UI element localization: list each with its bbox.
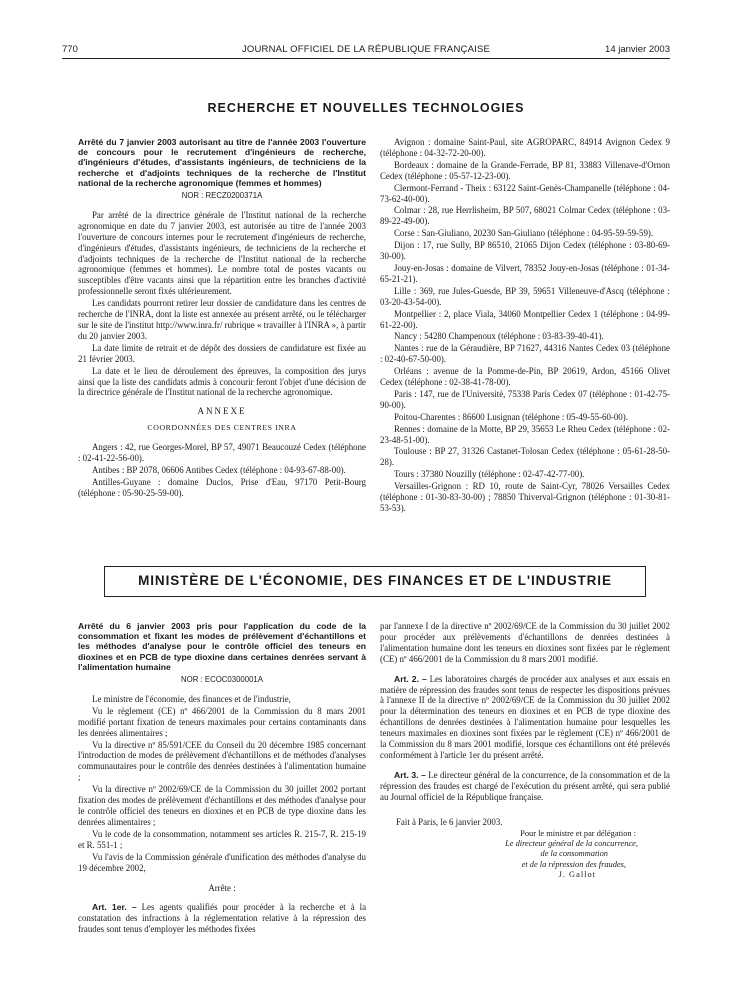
- visa: Vu la directive nº 2002/69/CE de la Commission du 30 juillet 2002 portant fixation des modes de prélèvement d'échantillons et des méthodes d'analyse pour le contrôle officiel des teneurs en dioxines et en PCB de type dioxine dans les denrées alimentaires ;: [78, 784, 366, 827]
- section2-left-column: [78, 621, 366, 936]
- centre-entry: Antilles-Guyane : domaine Duclos, Prise d'Eau, 97170 Petit-Bourg (téléphone : 05-90-25-59-00).: [78, 476, 366, 498]
- article-1-continued: par l'annexe I de la directive nº 2002/69/CE de la Commission du 30 juillet 2002 pour procéder aux prélèvements d'échantillons de denrées destinées à l'alimentation humaine dont les teneurs en dioxines sont fixées par le règlement (CE) nº 466/2001 de la Commission du 8 mars 2001 modifié.: [380, 621, 670, 664]
- centre-entry: Lille : 369, rue Jules-Guesde, BP 39, 59651 Villeneuve-d'Ascq (téléphone : 03-20-43-54-00).: [380, 285, 670, 307]
- centre-entry: Poitou-Charentes : 86600 Lusignan (téléphone : 05-49-55-60-00).: [394, 411, 628, 422]
- centre-entry: Montpellier : 2, place Viala, 34060 Montpellier Cedex 1 (téléphone : 04-99-61-22-00).: [380, 308, 670, 330]
- coordonnees-heading: COORDONNÉES DES CENTRES INRA: [147, 423, 297, 433]
- visa: Vu le règlement (CE) nº 466/2001 de la Commission du 8 mars 2001 modifié portant fixation de teneurs maximales pour certains contaminants dans les denrées alimentaires ;: [78, 705, 366, 738]
- signature-intro: Pour le ministre et par délégation :: [520, 828, 636, 838]
- section2-right-column: [380, 621, 670, 881]
- issue-date: 14 janvier 2003: [605, 44, 670, 55]
- article-2: [380, 674, 670, 761]
- journal-title: JOURNAL OFFICIEL DE LA RÉPUBLIQUE FRANÇAISE: [241, 44, 491, 55]
- centre-entry: Clermont-Ferrand - Theix : 63122 Saint-Genès-Champanelle (téléphone : 04-73-62-40-00).: [380, 182, 670, 204]
- signature-role-2: de la consommation: [540, 849, 608, 859]
- centre-entry: Antibes : BP 2078, 06606 Antibes Cedex (téléphone : 04-93-67-88-00).: [92, 464, 346, 475]
- centre-entry: Angers : 42, rue Georges-Morel, BP 57, 49071 Beaucouzé Cedex (téléphone : 02-41-22-56-00).: [78, 442, 366, 464]
- centre-entry: Corse : San-Giuliano, 20230 San-Giuliano (téléphone : 04-95-59-59-59).: [394, 228, 654, 239]
- nor-reference: NOR : RECZ0200371A: [181, 191, 263, 201]
- article-3-text: Le directeur général de la concurrence, de la consommation et de la répression des fraudes est chargé de l'exécution du présent arrêté, qui sera publié au Journal officiel de la République française.: [380, 769, 670, 802]
- arrete-title-inra: Arrêté du 7 janvier 2003 autorisant au titre de l'année 2003 l'ouverture de concours pour le recrutement d'ingénieurs de recherche, d'ingénieurs d'études, d'assistants ingénieurs, de techniciens de la recherche et d'adjoints techniques de la recherche de l'Institut national de la recherche agronomique (femmes et hommes): [78, 137, 366, 188]
- centre-entry: Colmar : 28, rue Herrlisheim, BP 507, 68021 Colmar Cedex (téléphone : 03-89-22-49-00).: [380, 205, 670, 227]
- centre-entry: Paris : 147, rue de l'Université, 75338 Paris Cedex 07 (téléphone : 01-42-75-90-00).: [380, 388, 670, 410]
- section-title-recherche: RECHERCHE ET NOUVELLES TECHNOLOGIES: [207, 101, 525, 115]
- paragraph: La date et le lieu de déroulement des épreuves, la composition des jurys ainsi que la liste des candidats admis à concourir feront l'objet d'une décision de la directrice générale de l'Institut national de la recherche agronomique.: [78, 365, 366, 398]
- header-rule: [62, 58, 670, 59]
- article-3: [380, 770, 670, 803]
- centre-entry: Jouy-en-Josas : domaine de Vilvert, 78352 Jouy-en-Josas (téléphone : 01-34-65-21-21).: [380, 262, 670, 284]
- centre-entry: Avignon : domaine Saint-Paul, site AGROPARC, 84914 Avignon Cedex 9 (téléphone : 04-32-72-20-00).: [380, 137, 670, 158]
- article-1-label: Art. 1er. –: [92, 902, 137, 913]
- signature-role-3: et de la répression des fraudes,: [521, 859, 626, 869]
- page-number: 770: [62, 44, 78, 55]
- centre-entry: Rennes : domaine de la Motte, BP 29, 35653 Le Rheu Cedex (téléphone : 02-23-48-51-00).: [380, 423, 670, 445]
- centre-entry: Versailles-Grignon : RD 10, route de Saint-Cyr, 78026 Versailles Cedex (téléphone : 01-30-83-30-00) ; 78850 Thiverval-Grignon (téléphone : 01-30-81-53-53).: [380, 481, 670, 513]
- article-1: [78, 902, 366, 935]
- centre-entry: Toulouse : BP 27, 31326 Castanet-Tolosan Cedex (téléphone : 05-61-28-50-28).: [380, 446, 670, 468]
- article-2-label: Art. 2. –: [394, 673, 427, 684]
- article-3-label: Art. 3. –: [394, 769, 426, 780]
- signature-block: [380, 829, 670, 881]
- nor-reference: NOR : ECOC0300001A: [181, 675, 263, 685]
- article-1-text: Les agents qualifiés pour procéder à la recherche et à la constatation des infractions à la réglementation relative à la répression des fraudes sont tenus d'employer les méthodes fixées: [78, 902, 367, 935]
- section1-left-column: [78, 137, 366, 500]
- centre-entry: Nantes : rue de la Géraudière, BP 71627, 44316 Nantes Cedex 03 (téléphone : 02-40-67-50-00).: [380, 343, 670, 365]
- signature-role-1: Le directeur général de la concurrence,: [505, 838, 638, 848]
- arrete-label: Arrête :: [208, 883, 236, 894]
- paragraph: Les candidats pourront retirer leur dossier de candidature dans les centres de recherche de l'INRA, dont la liste est annexée au présent arrêté, ou le télécharger sur le site de l'institut http://www.inra.fr/ rubrique « travailler à l'INRA », à partir du 20 janvier 2003.: [78, 298, 366, 341]
- visa: Le ministre de l'économie, des finances et de l'industrie,: [92, 693, 291, 704]
- centre-entry: Nancy : 54280 Champenoux (téléphone : 03-83-39-40-41).: [394, 331, 604, 342]
- centre-entry: Tours : 37380 Nouzilly (téléphone : 02-47-42-77-00).: [394, 469, 585, 480]
- fait-a-paris: Fait à Paris, le 6 janvier 2003.: [396, 816, 503, 827]
- visa: Vu l'avis de la Commission générale d'unification des méthodes d'analyse du 19 décembre 2002,: [78, 851, 366, 873]
- signature-name: J. Gallot: [558, 870, 596, 880]
- visa: Vu la directive nº 85/591/CEE du Conseil du 20 décembre 1985 concernant l'introduction de modes de prélèvement d'échantillons et de méthodes d'analyses communautaires pour le contrôle des denrées destinées à l'alimentation humaine ;: [78, 739, 366, 783]
- section1-right-column: [380, 137, 670, 515]
- article-2-text: Les laboratoires chargés de procéder aux analyses et aux essais en matière de répression des fraudes sont tenus de respecter les dispositions prévues à l'annexe II de la directive nº 2002/69/CE de la Commission du 30 juillet 2002 pour la détermination des teneurs en dioxines et en PCB de type dioxine des échantillons de denrées destinées à l'alimentation humaine pour lesquelles les teneurs maximales en dioxines sont fixées par le règlement (CE) nº 466/2001 de la Commission du 8 mars 2001 modifié, lorsque ces échantillons ont été prélevés conformément à l'article 1er du présent arrêté.: [380, 673, 671, 760]
- visa: Vu le code de la consommation, notamment ses articles R. 215-7, R. 215-19 et R. 551-1 ;: [78, 828, 366, 850]
- centre-entry: Bordeaux : domaine de la Grande-Ferrade, BP 81, 33883 Villenave-d'Ornon Cedex (téléphone : 05-57-12-23-00).: [380, 159, 670, 181]
- centre-entry: Dijon : 17, rue Sully, BP 86510, 21065 Dijon Cedex (téléphone : 03-80-69-30-00).: [380, 240, 670, 262]
- section-title-ministere: MINISTÈRE DE L'ÉCONOMIE, DES FINANCES ET DE L'INDUSTRIE: [104, 566, 646, 597]
- paragraph: Par arrêté de la directrice générale de l'Institut national de la recherche agronomique en date du 7 janvier 2003, est autorisée au titre de l'année 2003 l'ouverture de concours internes pour le recrutement d'ingénieurs de recherche, d'ingénieurs d'études, d'assistants ingénieurs, de techniciens de la recherche et d'adjoints techniques de la recherche de l'Institut national de la recherche agronomique (femmes et hommes). Le nombre total de postes vacants ou susceptibles d'être vacants ainsi que la répartition entre les branches d'activité professionnelle seront fixés ultérieurement.: [78, 209, 366, 297]
- centre-entry: Orléans : avenue de la Pomme-de-Pin, BP 20619, Ardon, 45166 Olivet Cedex (téléphone : 02-38-41-78-00).: [380, 366, 670, 388]
- paragraph: La date limite de retrait et de dépôt des dossiers de candidature est fixée au 21 février 2003.: [78, 342, 366, 364]
- arrete-title-dioxines: Arrêté du 6 janvier 2003 pris pour l'application du code de la consommation et fixant les modes de prélèvement d'échantillons et les méthodes d'analyse pour le contrôle officiel des teneurs en dioxines et en PCB de type dioxine dans certaines denrées servant à l'alimentation humaine: [78, 621, 366, 672]
- annexe-heading: ANNEXE: [197, 406, 247, 417]
